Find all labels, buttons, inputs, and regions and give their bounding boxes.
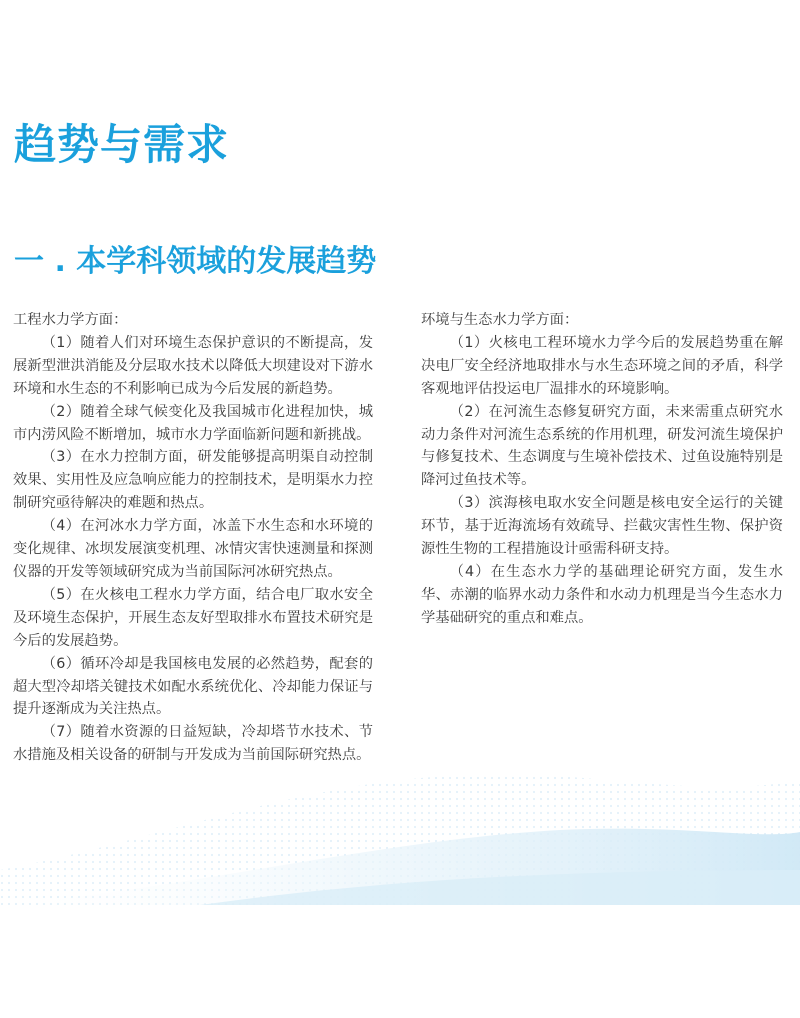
left-paragraph-3: （3）在水力控制方面，研发能够提高明渠自动控制效果、实用性及应急响应能力的控制技术，是明渠水力控制研究亟待解决的难题和热点。 [13,449,373,512]
left-paragraph-2: （2）随着全球气候变化及我国城市化进程加快，城市内涝风险不断增加，城市水力学面临新问题和新挑战。 [13,403,373,443]
left-column-heading: 工程水力学方面： [13,312,128,328]
left-paragraph-1: （1）随着人们对环境生态保护意识的不断提高，发展新型泄洪消能及分层取水技术以降低大坝建设对下游水环境和水生态的不利影响已成为今后发展的新趋势。 [13,334,373,397]
page-title: 趋势与需求 [14,120,230,169]
right-column-heading: 环境与生态水力学方面： [421,312,579,328]
left-paragraph-6: （6）循环冷却是我国核电发展的必然趋势，配套的超大型冷却塔关键技术如配水系统优化、冷却能力保证与提升逐渐成为关注热点。 [13,655,373,718]
right-paragraph-1: （1）火核电工程环境水力学今后的发展趋势重在解决电厂安全经济地取排水与水生态环境之间的矛盾，科学客观地评估投运电厂温排水的环境影响。 [421,334,783,397]
left-paragraph-7: （7）随着水资源的日益短缺，冷却塔节水技术、节水措施及相关设备的研制与开发成为当前国际研究热点。 [13,724,373,764]
left-paragraph-4: （4）在河冰水力学方面，冰盖下水生态和水环境的变化规律、冰坝发展演变机理、冰情灾害快速测量和探测仪器的开发等领域研究成为当前国际河冰研究热点。 [13,518,373,580]
right-paragraph-3: （3）滨海核电取水安全问题是核电安全运行的关键环节，基于近海流场有效疏导、拦截灾害性生物、保护资源性生物的工程措施设计亟需科研支持。 [421,495,783,558]
right-paragraph-4: （4）在生态水力学的基础理论研究方面，发生水华、赤潮的临界水动力条件和水动力机理是当今生态水力学基础研究的重点和难点。 [421,563,783,626]
right-paragraph-2: （2）在河流生态修复研究方面，未来需重点研究水动力条件对河流生态系统的作用机理，研发河流生境保护与修复技术、生态调度与生境补偿技术、过鱼设施特别是降河过鱼技术等。 [421,403,783,489]
right-column [421,309,783,630]
section-title: 一 . 本学科领域的发展趋势 [14,244,377,279]
left-paragraph-5: （5）在火核电工程水力学方面，结合电厂取水安全及环境生态保护，开展生态友好型取排水布置技术研究是今后的发展趋势。 [13,586,373,649]
left-column [13,309,373,767]
